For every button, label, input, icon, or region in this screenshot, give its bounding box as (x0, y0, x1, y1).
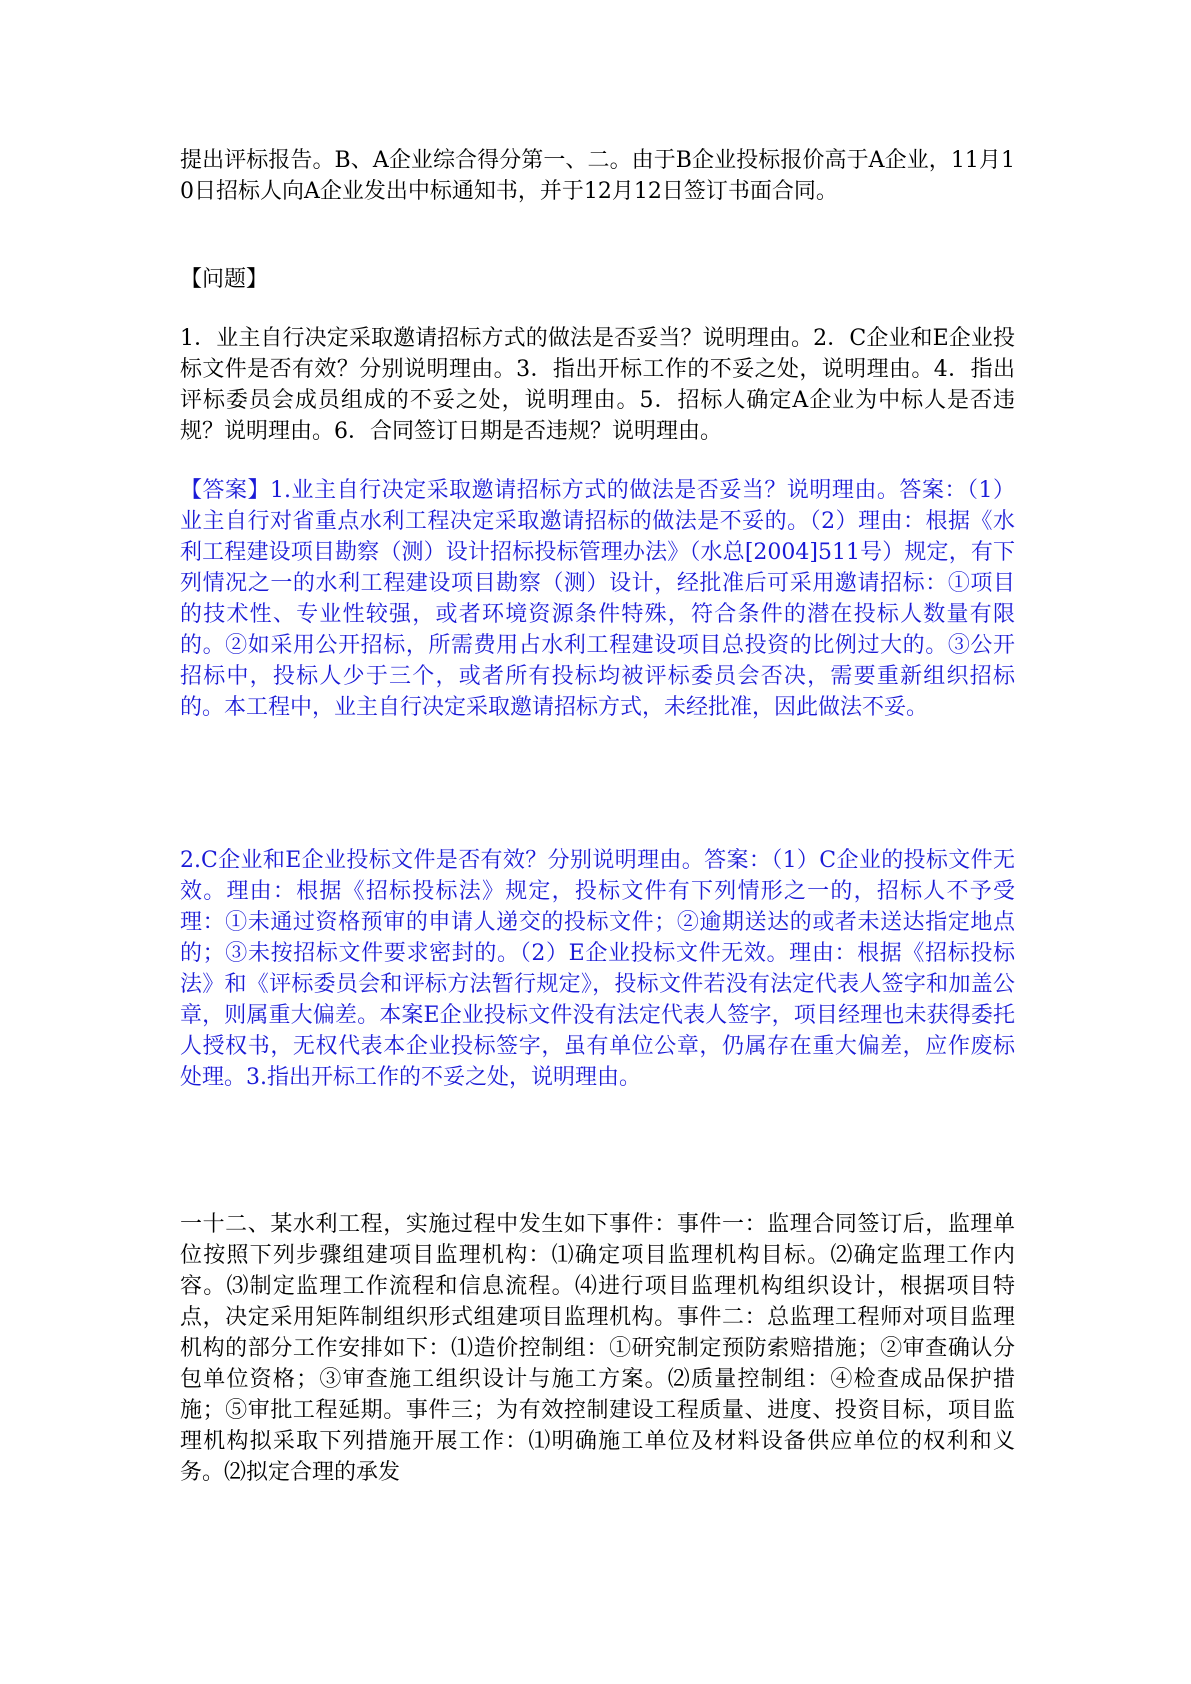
questions-paragraph: 1．业主自行决定采取邀请招标方式的做法是否妥当？说明理由。2．C企业和E企业投标文件是否有效？分别说明理由。3．指出开标工作的不妥之处，说明理由。4．指出评标委员会成员组成的不妥之处，说明理由。5．招标人确定A企业为中标人是否违规？说明理由。6．合同签订日期是否违规？说明理由。 (180, 326, 1015, 444)
questions-heading: 【问题】 (180, 267, 269, 292)
intro-paragraph: 提出评标报告。B、A企业综合得分第一、二。由于B企业投标报价高于A企业，11月10日招标人向A企业发出中标通知书，并于12月12日签订书面合同。 (180, 148, 1015, 204)
answer-2-paragraph: 2.C企业和E企业投标文件是否有效？分别说明理由。答案：（1）C企业的投标文件无效。理由：根据《招标投标法》规定，投标文件有下列情形之一的，招标人不予受理：①未通过资格预审的申请人递交的投标文件；②逾期送达的或者未送达指定地点的；③未按招标文件要求密封的。（2）E企业投标文件无效。理由：根据《招标投标法》和《评标委员会和评标方法暂行规定》，投标文件若没有法定代表人签字和加盖公章，则属重大偏差。本案E企业投标文件没有法定代表人签字，项目经理也未获得委托人授权书，无权代表本企业投标签字，虽有单位公章，仍属存在重大偏差，应作废标处理。3.指出开标工作的不妥之处，说明理由。 (180, 848, 1015, 1090)
question-12-paragraph: 一十二、某水利工程，实施过程中发生如下事件：事件一：监理合同签订后，监理单位按照下列步骤组建项目监理机构：⑴确定项目监理机构目标。⑵确定监理工作内容。⑶制定监理工作流程和信息流程。⑷进行项目监理机构组织设计，根据项目特点，决定采用矩阵制组织形式组建项目监理机构。事件二：总监理工程师对项目监理机构的部分工作安排如下：⑴造价控制组：①研究制定预防索赔措施；②审查确认分包单位资格；③审查施工组织设计与施工方案。⑵质量控制组：④检查成品保护措施；⑤审批工程延期。事件三；为有效控制建设工程质量、进度、投资目标，项目监理机构拟采取下列措施开展工作：⑴明确施工单位及材料设备供应单位的权利和义务。⑵拟定合理的承发 (180, 1212, 1015, 1485)
answer-1-paragraph: 【答案】1.业主自行决定采取邀请招标方式的做法是否妥当？说明理由。答案：（1）业主自行对省重点水利工程决定采取邀请招标的做法是不妥的。（2）理由：根据《水利工程建设项目勘察（测）设计招标投标管理办法》（水总[2004]511号）规定，有下列情况之一的水利工程建设项目勘察（测）设计，经批准后可采用邀请招标：①项目的技术性、专业性较强，或者环境资源条件特殊，符合条件的潜在投标人数量有限的。②如采用公开招标，所需费用占水利工程建设项目总投资的比例过大的。③公开招标中，投标人少于三个，或者所有投标均被评标委员会否决，需要重新组织招标的。本工程中，业主自行决定采取邀请招标方式，未经批准，因此做法不妥。 (180, 478, 1015, 720)
